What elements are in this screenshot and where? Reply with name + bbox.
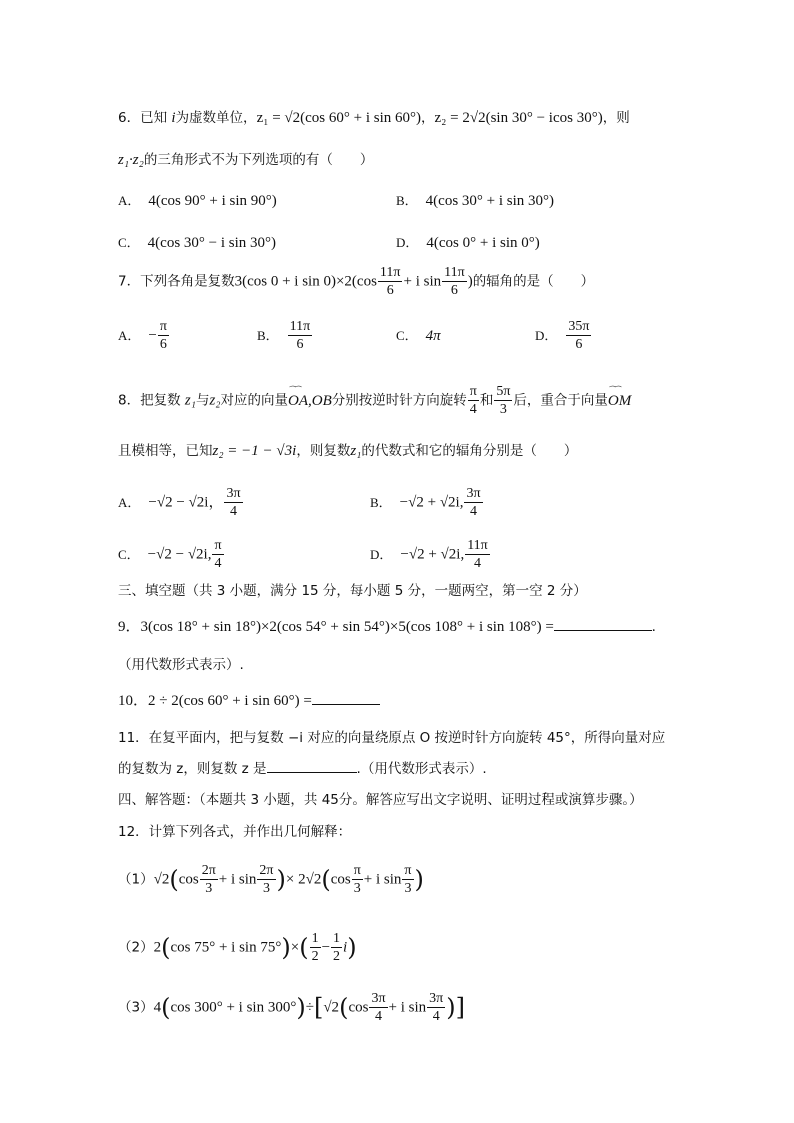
q9-line: 9．3(cos 18° + sin 18°)×2(cos 54° + sin 54°)×5(cos 108° + i sin 108°) = .	[118, 616, 656, 637]
q11-answer-blank[interactable]	[267, 758, 357, 773]
q12-title: 12．计算下列各式，并作出几何解释：	[118, 824, 352, 840]
q8-line1: 8．把复数 z₁与z₂对应的向量⏜⏜ OA,OB分别按逆时针方向旋转 $\frac{\pi}{4}$ 和 $\frac{5\pi}{3}$ 后，重合于向量⏜⏜ OM	[118, 383, 631, 418]
q9-note: （用代数形式表示）.	[118, 657, 244, 673]
q8-line2: 且模相等，已知z₂ = −1 − √3i，则复数z₁的代数式和它的辐角分别是（ ）	[118, 443, 578, 459]
q6-option-c: C． 4(cos 30° − i sin 30°)	[118, 235, 277, 251]
q8-option-d: D． −√2 + √2i, $\frac{11\pi}{4}$	[370, 538, 488, 571]
q6-option-a: A． 4(cos 90° + i sin 90°)	[118, 193, 277, 209]
q6-prefix: 6．已知	[118, 110, 172, 126]
q10-answer-blank[interactable]	[312, 690, 380, 705]
q12-part3: （3）4(cos 300° + i sin 300°)÷[√2(cos $\frac{3\pi}{4}$ + i sin $\frac{3\pi}{4}$ )]	[118, 991, 465, 1024]
q6-end: ，则	[602, 110, 630, 126]
q6-option-b: B． 4(cos 30° + i sin 30°)	[396, 193, 555, 209]
q6-question: 的三角形式不为下列选项的有（ ）	[143, 152, 374, 168]
q6-z1z2: z₁·z₂	[118, 152, 144, 168]
q6-line2	[118, 150, 373, 170]
section-3-heading: 三、填空题（共 3 小题，满分 15 分，每小题 5 分，一题两空，第一空 2 分）	[118, 583, 587, 599]
q8-option-b: B． −√2 + √2i, $\frac{3\pi}{4}$	[370, 486, 481, 519]
q12-part2: （2）2(cos 75° + i sin 75°)×( $\frac{1}{2}$ − $\frac{1}{2}$ i)	[118, 931, 357, 964]
q7-option-a: A． − $\frac{\pi}{6}$	[118, 319, 167, 352]
q9-answer-blank[interactable]	[554, 616, 652, 631]
q7-option-d: D． $\frac{35\pi}{6}$	[535, 319, 590, 352]
q7-option-b: B． $\frac{11\pi}{6}$	[257, 319, 311, 352]
vector-oa-ob: ⏜⏜ OA,OB	[288, 391, 332, 411]
section-4-heading: 四、解答题：（本题共 3 小题，共 45分。解答应写出文字说明、证明过程或演算步骤。）	[118, 792, 643, 808]
q6-z1: z₁ = √2(cos 60° + i sin 60°)	[256, 110, 422, 126]
q11-line2: 的复数为 z，则复数 z 是 .（用代数形式表示）.	[118, 758, 487, 779]
q6-line1	[118, 108, 630, 128]
q8-option-c: C． −√2 − √2i, $\frac{\pi}{4}$	[118, 538, 222, 571]
q6-i: i	[171, 110, 176, 126]
vector-om: ⏜⏜ OM	[608, 391, 631, 411]
q6-sep: ，	[421, 110, 435, 126]
q11-line1: 11．在复平面内，把与复数 −i 对应的向量绕原点 O 按逆时针方向旋转 45°，所得向量对应	[118, 730, 666, 746]
q6-z2: z₂ = 2√2(sin 30° − icos 30°)	[434, 110, 603, 126]
q10-line: 10．2 ÷ 2(cos 60° + i sin 60°) =	[118, 690, 380, 711]
q6-mid: 为虚数单位，	[175, 110, 257, 126]
q12-part1: （1）√2(cos $\frac{2\pi}{3}$ + i sin $\frac{2\pi}{3}$ )× 2√2(cos $\frac{\pi}{3}$ + i sin $\frac{\pi}{3}$ )	[118, 863, 424, 896]
q8-option-a: A． −√2 − √2i， $\frac{3\pi}{4}$	[118, 486, 241, 519]
q6-option-d: D． 4(cos 0° + i sin 0°)	[396, 235, 540, 251]
q7-stem: 7．下列各角是复数3(cos 0 + i sin 0)×2(cos $\frac{11\pi}{6}$ + i sin $\frac{11\pi}{6}$ )的辐角的是（ ）	[118, 265, 595, 298]
q7-option-c: C． 4π	[396, 328, 441, 344]
